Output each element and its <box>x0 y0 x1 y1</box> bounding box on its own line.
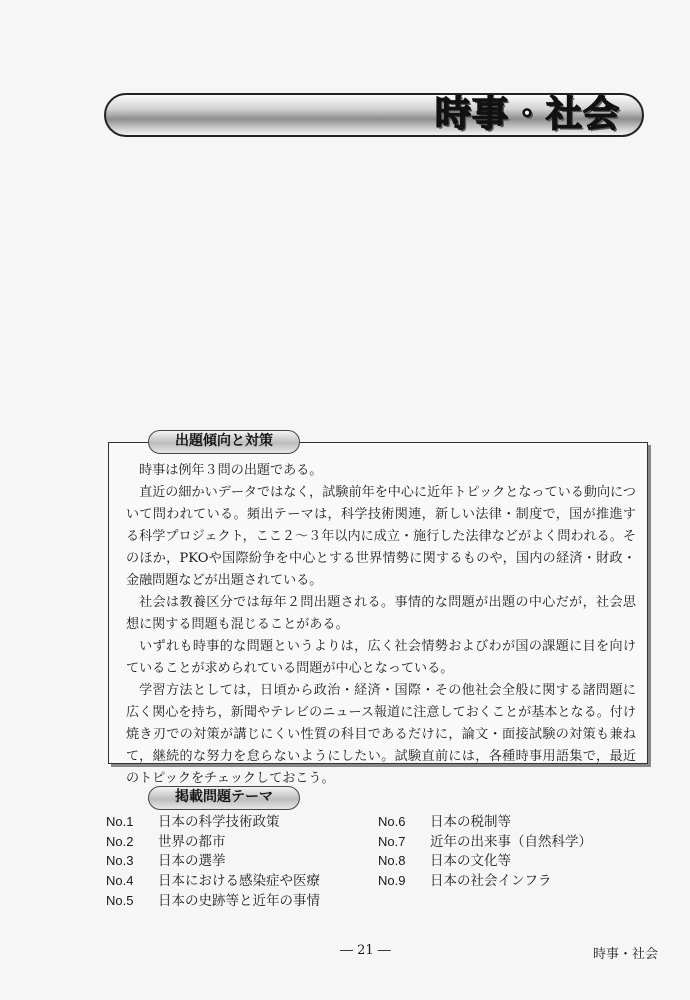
trend-heading: 出題傾向と対策 <box>148 430 300 454</box>
trend-paragraph: 時事は例年３問の出題である。 <box>139 463 323 478</box>
topic-number: No.3 <box>106 853 134 869</box>
page-number: ― 21 ― <box>340 943 391 958</box>
topic-title: 近年の出来事（自然科学） <box>430 833 592 850</box>
topic-title: 日本の社会インフラ <box>430 873 552 890</box>
topic-title: 日本の文化等 <box>430 853 511 870</box>
topic-title: 世界の都市 <box>158 833 226 850</box>
topic-title: 日本の科学技術政策 <box>158 814 280 830</box>
topic-item <box>106 851 320 871</box>
topic-number: No.9 <box>378 873 406 889</box>
topic-item <box>378 812 592 832</box>
topic-item <box>106 891 320 911</box>
topic-item <box>378 832 592 852</box>
topic-item <box>378 851 592 871</box>
topic-number: No.8 <box>378 853 406 869</box>
topic-item <box>106 812 320 832</box>
topic-number: No.6 <box>378 814 406 829</box>
topic-item <box>106 832 320 852</box>
topic-title: 日本の史跡等と近年の事情 <box>158 892 320 909</box>
topics-heading: 掲載問題テーマ <box>148 786 300 810</box>
trend-paragraph: 直近の細かいデータではなく，試験前年を中心に近年トピックとなっている動向について問われている。頻出テーマは，科学技術関連，新しい法律・制度で，国が推進する科学プロジェクト，ここ２～３年以内に成立・施行した法律などがよく問われる。そのほか，PKOや国際紛争を中心とする世界情勢に関するものや，国内の経済・財政・金融問題などが出題されている。 <box>126 485 636 588</box>
topic-item <box>106 871 320 891</box>
trend-paragraph: 学習方法としては，日頃から政治・経済・国際・その他社会全般に関する諸問題に広く関心を持ち，新聞やテレビのニュース報道に注意しておくことが基本となる。付け焼き刃での対策が講じにくい性質の科目であるだけに，論文・面接試験の対策も兼ねて，継続的な努力を怠らないようにしたい。試験直前には，各種時事用語集で，最近のトピックをチェックしておこう。 <box>126 683 636 786</box>
trend-text <box>126 460 636 790</box>
running-head: 時事・社会 <box>593 947 659 962</box>
topic-title: 日本の税制等 <box>430 814 511 830</box>
topic-item <box>378 871 592 891</box>
trend-paragraph: いずれも時事的な問題というよりは，広く社会情勢およびわが国の課題に目を向けていることが求められている問題が中心となっている。 <box>126 639 636 676</box>
topic-number: No.4 <box>106 873 134 889</box>
topic-list-left <box>106 812 320 910</box>
trend-paragraph: 社会は教養区分では毎年２問出題される。事情的な問題が出題の中心だが，社会思想に関する問題も混じることがある。 <box>126 595 636 632</box>
topic-number: No.7 <box>378 833 406 849</box>
chapter-title-bar <box>104 93 644 137</box>
chapter-title: 時事・社会 <box>434 94 620 135</box>
topic-number: No.1 <box>106 814 134 829</box>
topic-title: 日本の選挙 <box>158 853 226 870</box>
topic-number: No.5 <box>106 892 134 908</box>
topic-number: No.2 <box>106 833 134 849</box>
topic-title: 日本における感染症や医療 <box>158 873 320 890</box>
topic-list-right <box>378 812 592 891</box>
